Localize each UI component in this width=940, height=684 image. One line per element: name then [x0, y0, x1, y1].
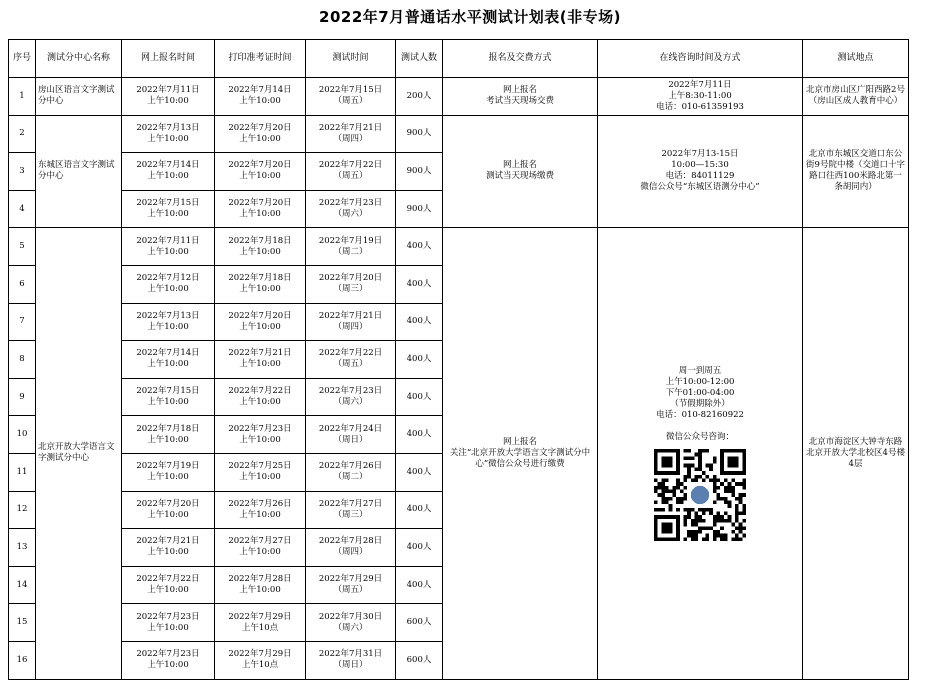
header-cell: 序号	[9, 40, 36, 78]
row-number: 4	[9, 190, 36, 228]
payment-method: 网上报名 关注“北京开放大学语言文字测试分中心”微信公众号进行缴费	[443, 228, 598, 679]
test-capacity: 900人	[396, 190, 443, 228]
test-capacity: 900人	[396, 115, 443, 153]
header-row	[9, 40, 909, 78]
table-row	[9, 115, 909, 153]
admission-print-time: 2022年7月25日 上午10:00	[215, 453, 306, 491]
row-number: 2	[9, 115, 36, 153]
table-body	[9, 78, 909, 680]
test-date: 2022年7月30日 （周六）	[306, 604, 396, 642]
test-capacity: 600人	[396, 641, 443, 679]
test-capacity: 900人	[396, 153, 443, 191]
admission-print-time: 2022年7月14日 上午10:00	[215, 78, 306, 116]
header-cell: 在线咨询时间及方式	[598, 40, 803, 78]
registration-time: 2022年7月21日 上午10:00	[122, 529, 215, 567]
test-capacity: 200人	[396, 78, 443, 116]
row-number: 5	[9, 228, 36, 266]
registration-time: 2022年7月23日 上午10:00	[122, 641, 215, 679]
registration-time: 2022年7月14日 上午10:00	[122, 341, 215, 379]
test-date: 2022年7月22日 （周五）	[306, 153, 396, 191]
header-cell: 报名及交费方式	[443, 40, 598, 78]
consult-text: 2022年7月11日 上午8:30-11:00 电话：010-61359193	[656, 79, 744, 112]
test-date: 2022年7月22日 （周五）	[306, 341, 396, 379]
schedule-table	[8, 39, 909, 680]
consult-info	[598, 228, 803, 679]
admission-print-time: 2022年7月29日 上午10点	[215, 641, 306, 679]
test-capacity: 400人	[396, 378, 443, 416]
test-date: 2022年7月23日 （周六）	[306, 378, 396, 416]
test-capacity: 400人	[396, 453, 443, 491]
admission-print-time: 2022年7月20日 上午10:00	[215, 190, 306, 228]
registration-time: 2022年7月15日 上午10:00	[122, 190, 215, 228]
center-name: 房山区语言文字测试分中心	[36, 78, 122, 116]
consult-info	[598, 78, 803, 116]
test-location: 北京市房山区广阳西路2号 （房山区成人教育中心）	[803, 78, 909, 116]
admission-print-time: 2022年7月20日 上午10:00	[215, 115, 306, 153]
registration-time: 2022年7月11日 上午10:00	[122, 228, 215, 266]
row-number: 11	[9, 453, 36, 491]
registration-time: 2022年7月12日 上午10:00	[122, 265, 215, 303]
row-number: 13	[9, 529, 36, 567]
test-date: 2022年7月20日 （周三）	[306, 265, 396, 303]
row-number: 6	[9, 265, 36, 303]
test-date: 2022年7月29日 （周五）	[306, 566, 396, 604]
row-number: 1	[9, 78, 36, 116]
registration-time: 2022年7月15日 上午10:00	[122, 378, 215, 416]
admission-print-time: 2022年7月18日 上午10:00	[215, 228, 306, 266]
test-date: 2022年7月23日 （周六）	[306, 190, 396, 228]
test-date: 2022年7月21日 （周四）	[306, 115, 396, 153]
header-cell: 网上报名时间	[122, 40, 215, 78]
test-date: 2022年7月28日 （周四）	[306, 529, 396, 567]
row-number: 15	[9, 604, 36, 642]
table-row	[9, 78, 909, 116]
registration-time: 2022年7月23日 上午10:00	[122, 604, 215, 642]
test-capacity: 400人	[396, 303, 443, 341]
admission-print-time: 2022年7月29日 上午10点	[215, 604, 306, 642]
row-number: 3	[9, 153, 36, 191]
test-capacity: 400人	[396, 341, 443, 379]
test-date: 2022年7月27日 （周三）	[306, 491, 396, 529]
consult-text: 2022年7月13-15日 10:00—15:30 电话：84011129 微信公众号“东城区语测分中心”	[640, 149, 760, 193]
consult-text: 周一到周五 上午10:00-12:00 下午01:00-04:00 （节假期除外） 电话：010-82160922 微信公众号咨询：	[656, 365, 744, 442]
test-date: 2022年7月26日 （周二）	[306, 453, 396, 491]
header-cell: 测试分中心名称	[36, 40, 122, 78]
admission-print-time: 2022年7月23日 上午10:00	[215, 416, 306, 454]
payment-method: 网上报名 考试当天现场交费	[443, 78, 598, 116]
registration-time: 2022年7月13日 上午10:00	[122, 115, 215, 153]
admission-print-time: 2022年7月20日 上午10:00	[215, 153, 306, 191]
test-capacity: 400人	[396, 416, 443, 454]
center-name: 北京开放大学语言文字测试分中心	[36, 228, 122, 679]
registration-time: 2022年7月11日 上午10:00	[122, 78, 215, 116]
test-location: 北京市东城区交道口东公街9号院中楼（交道口十字路口往西100米路北第一条胡同内）	[803, 115, 909, 228]
registration-time: 2022年7月14日 上午10:00	[122, 153, 215, 191]
test-date: 2022年7月31日 （周日）	[306, 641, 396, 679]
test-capacity: 400人	[396, 491, 443, 529]
test-date: 2022年7月21日 （周四）	[306, 303, 396, 341]
test-capacity: 600人	[396, 604, 443, 642]
test-capacity: 400人	[396, 265, 443, 303]
payment-method: 网上报名 测试当天现场缴费	[443, 115, 598, 228]
registration-time: 2022年7月19日 上午10:00	[122, 453, 215, 491]
registration-time: 2022年7月18日 上午10:00	[122, 416, 215, 454]
admission-print-time: 2022年7月27日 上午10:00	[215, 529, 306, 567]
row-number: 16	[9, 641, 36, 679]
row-number: 8	[9, 341, 36, 379]
row-number: 7	[9, 303, 36, 341]
row-number: 12	[9, 491, 36, 529]
registration-time: 2022年7月13日 上午10:00	[122, 303, 215, 341]
wechat-qr-code-icon	[654, 449, 746, 541]
table-row	[9, 228, 909, 266]
page-title: 2022年7月普通话水平测试计划表(非专场)	[319, 8, 621, 26]
admission-print-time: 2022年7月26日 上午10:00	[215, 491, 306, 529]
registration-time: 2022年7月20日 上午10:00	[122, 491, 215, 529]
row-number: 10	[9, 416, 36, 454]
admission-print-time: 2022年7月18日 上午10:00	[215, 265, 306, 303]
consult-info	[598, 115, 803, 228]
test-location: 北京市海淀区大钟寺东路北京开放大学北校区4号楼4层	[803, 228, 909, 679]
center-name: 东城区语言文字测试分中心	[36, 115, 122, 228]
test-date: 2022年7月15日 （周五）	[306, 78, 396, 116]
test-date: 2022年7月24日 （周日）	[306, 416, 396, 454]
header-cell: 测试人数	[396, 40, 443, 78]
header-cell: 测试时间	[306, 40, 396, 78]
admission-print-time: 2022年7月20日 上午10:00	[215, 303, 306, 341]
test-date: 2022年7月19日 （周二）	[306, 228, 396, 266]
row-number: 9	[9, 378, 36, 416]
row-number: 14	[9, 566, 36, 604]
header-cell: 打印准考证时间	[215, 40, 306, 78]
admission-print-time: 2022年7月22日 上午10:00	[215, 378, 306, 416]
registration-time: 2022年7月22日 上午10:00	[122, 566, 215, 604]
header-cell: 测试地点	[803, 40, 909, 78]
admission-print-time: 2022年7月21日 上午10:00	[215, 341, 306, 379]
test-capacity: 400人	[396, 566, 443, 604]
admission-print-time: 2022年7月28日 上午10:00	[215, 566, 306, 604]
test-capacity: 400人	[396, 529, 443, 567]
test-capacity: 400人	[396, 228, 443, 266]
